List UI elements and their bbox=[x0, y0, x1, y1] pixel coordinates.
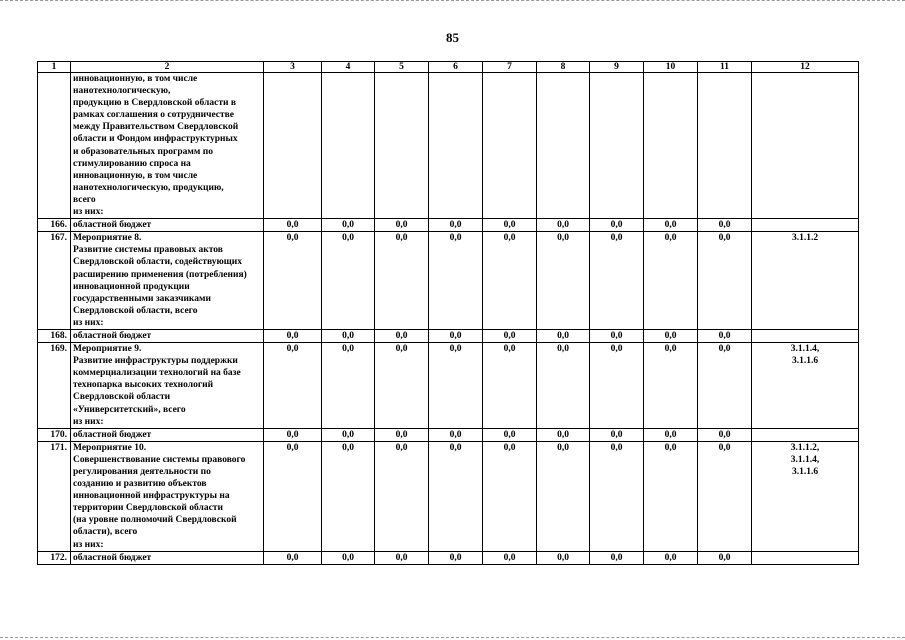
row-number: 171. bbox=[38, 441, 71, 551]
table-body bbox=[38, 73, 859, 565]
value-cell: 0,0 bbox=[264, 343, 322, 429]
value-cell: 0,0 bbox=[322, 219, 375, 232]
value-cell: 0,0 bbox=[429, 219, 483, 232]
value-cell: 0,0 bbox=[590, 343, 644, 429]
value-cell bbox=[375, 73, 429, 219]
target-reference: 3.1.1.2 bbox=[752, 232, 859, 330]
value-cell: 0,0 bbox=[698, 219, 752, 232]
row-description: Мероприятие 9. Развитие инфраструктуры поддержки коммерциализации технологий на базе технопарка высоких технологий Свердловской области «Университетский», всего из них: bbox=[71, 343, 264, 429]
row-description: Мероприятие 8. Развитие системы правовых актов Свердловской области, содействующих расширению применения (потребления) инновационной продукции государственными заказчиками Свердловской области, всего из них: bbox=[71, 232, 264, 330]
target-reference: 3.1.1.4, 3.1.1.6 bbox=[752, 343, 859, 429]
table-row bbox=[38, 428, 859, 441]
value-cell: 0,0 bbox=[375, 219, 429, 232]
column-header: 3 bbox=[264, 62, 322, 73]
header-row bbox=[38, 62, 859, 73]
value-cell: 0,0 bbox=[483, 232, 537, 330]
page-bottom-edge bbox=[0, 637, 905, 639]
value-cell: 0,0 bbox=[429, 441, 483, 551]
value-cell: 0,0 bbox=[322, 232, 375, 330]
target-reference bbox=[752, 551, 859, 564]
column-header: 12 bbox=[752, 62, 859, 73]
value-cell bbox=[698, 73, 752, 219]
value-cell: 0,0 bbox=[429, 428, 483, 441]
value-cell: 0,0 bbox=[322, 343, 375, 429]
column-header: 7 bbox=[483, 62, 537, 73]
value-cell: 0,0 bbox=[590, 441, 644, 551]
value-cell: 0,0 bbox=[264, 219, 322, 232]
row-number: 167. bbox=[38, 232, 71, 330]
value-cell: 0,0 bbox=[698, 329, 752, 342]
value-cell: 0,0 bbox=[537, 343, 590, 429]
row-description: Мероприятие 10. Совершенствование системы правового регулирования деятельности по созданию и развитию объектов инновационной инфраструктуры на территории Свердловской области (на уровне полномочий Свердловской области), всего из них: bbox=[71, 441, 264, 551]
value-cell: 0,0 bbox=[698, 232, 752, 330]
value-cell: 0,0 bbox=[264, 551, 322, 564]
value-cell: 0,0 bbox=[644, 441, 698, 551]
value-cell: 0,0 bbox=[590, 219, 644, 232]
value-cell: 0,0 bbox=[537, 219, 590, 232]
value-cell: 0,0 bbox=[375, 343, 429, 429]
value-cell: 0,0 bbox=[429, 343, 483, 429]
value-cell: 0,0 bbox=[375, 551, 429, 564]
row-number: 168. bbox=[38, 329, 71, 342]
value-cell: 0,0 bbox=[644, 232, 698, 330]
value-cell bbox=[322, 73, 375, 219]
row-number: 169. bbox=[38, 343, 71, 429]
table-row bbox=[38, 232, 859, 330]
row-description: областной бюджет bbox=[71, 428, 264, 441]
value-cell bbox=[537, 73, 590, 219]
value-cell bbox=[644, 73, 698, 219]
value-cell: 0,0 bbox=[429, 329, 483, 342]
row-number: 172. bbox=[38, 551, 71, 564]
column-header: 9 bbox=[590, 62, 644, 73]
table-row bbox=[38, 329, 859, 342]
table-row bbox=[38, 73, 859, 219]
table-row bbox=[38, 219, 859, 232]
table-row bbox=[38, 441, 859, 551]
value-cell: 0,0 bbox=[590, 329, 644, 342]
target-reference bbox=[752, 428, 859, 441]
column-header: 1 bbox=[38, 62, 71, 73]
row-description: областной бюджет bbox=[71, 551, 264, 564]
value-cell: 0,0 bbox=[483, 219, 537, 232]
row-description: областной бюджет bbox=[71, 219, 264, 232]
value-cell: 0,0 bbox=[375, 329, 429, 342]
value-cell: 0,0 bbox=[590, 232, 644, 330]
page-number: 85 bbox=[446, 30, 459, 45]
value-cell bbox=[590, 73, 644, 219]
column-header: 4 bbox=[322, 62, 375, 73]
value-cell: 0,0 bbox=[264, 232, 322, 330]
value-cell: 0,0 bbox=[375, 441, 429, 551]
value-cell: 0,0 bbox=[322, 551, 375, 564]
column-header: 11 bbox=[698, 62, 752, 73]
target-reference: 3.1.1.2, 3.1.1.4, 3.1.1.6 bbox=[752, 441, 859, 551]
row-number: 166. bbox=[38, 219, 71, 232]
value-cell bbox=[429, 73, 483, 219]
column-header: 5 bbox=[375, 62, 429, 73]
value-cell: 0,0 bbox=[322, 428, 375, 441]
column-header: 8 bbox=[537, 62, 590, 73]
row-description: областной бюджет bbox=[71, 329, 264, 342]
table-row bbox=[38, 551, 859, 564]
value-cell: 0,0 bbox=[375, 232, 429, 330]
value-cell: 0,0 bbox=[264, 428, 322, 441]
value-cell: 0,0 bbox=[537, 428, 590, 441]
value-cell: 0,0 bbox=[429, 232, 483, 330]
value-cell: 0,0 bbox=[644, 219, 698, 232]
value-cell: 0,0 bbox=[644, 551, 698, 564]
value-cell: 0,0 bbox=[322, 329, 375, 342]
value-cell: 0,0 bbox=[537, 551, 590, 564]
value-cell: 0,0 bbox=[537, 232, 590, 330]
value-cell: 0,0 bbox=[322, 441, 375, 551]
value-cell: 0,0 bbox=[644, 329, 698, 342]
value-cell: 0,0 bbox=[644, 428, 698, 441]
value-cell: 0,0 bbox=[698, 343, 752, 429]
value-cell: 0,0 bbox=[483, 551, 537, 564]
row-description: инновационную, в том числе нанотехнологическую, продукцию в Свердловской области в рамках соглашения о сотрудничестве между Правительством Свердловской области и Фондом инфраструктурных и образовательных программ по стимулированию спроса на инновационную, в том числе нанотехнологическую, продукцию, всего из них: bbox=[71, 73, 264, 219]
value-cell: 0,0 bbox=[483, 428, 537, 441]
value-cell: 0,0 bbox=[483, 441, 537, 551]
value-cell: 0,0 bbox=[483, 329, 537, 342]
table-row bbox=[38, 343, 859, 429]
column-header: 6 bbox=[429, 62, 483, 73]
value-cell: 0,0 bbox=[537, 329, 590, 342]
value-cell: 0,0 bbox=[644, 343, 698, 429]
value-cell: 0,0 bbox=[590, 551, 644, 564]
column-header: 2 bbox=[71, 62, 264, 73]
value-cell: 0,0 bbox=[429, 551, 483, 564]
value-cell: 0,0 bbox=[264, 329, 322, 342]
value-cell: 0,0 bbox=[483, 343, 537, 429]
value-cell: 0,0 bbox=[537, 441, 590, 551]
target-reference bbox=[752, 73, 859, 219]
data-table bbox=[37, 61, 859, 565]
column-header: 10 bbox=[644, 62, 698, 73]
row-number: 170. bbox=[38, 428, 71, 441]
value-cell bbox=[264, 73, 322, 219]
value-cell: 0,0 bbox=[264, 441, 322, 551]
value-cell: 0,0 bbox=[375, 428, 429, 441]
target-reference bbox=[752, 219, 859, 232]
value-cell: 0,0 bbox=[698, 551, 752, 564]
value-cell bbox=[483, 73, 537, 219]
value-cell: 0,0 bbox=[698, 441, 752, 551]
value-cell: 0,0 bbox=[590, 428, 644, 441]
page-top-edge bbox=[0, 0, 905, 2]
value-cell: 0,0 bbox=[698, 428, 752, 441]
row-number bbox=[38, 73, 71, 219]
target-reference bbox=[752, 329, 859, 342]
